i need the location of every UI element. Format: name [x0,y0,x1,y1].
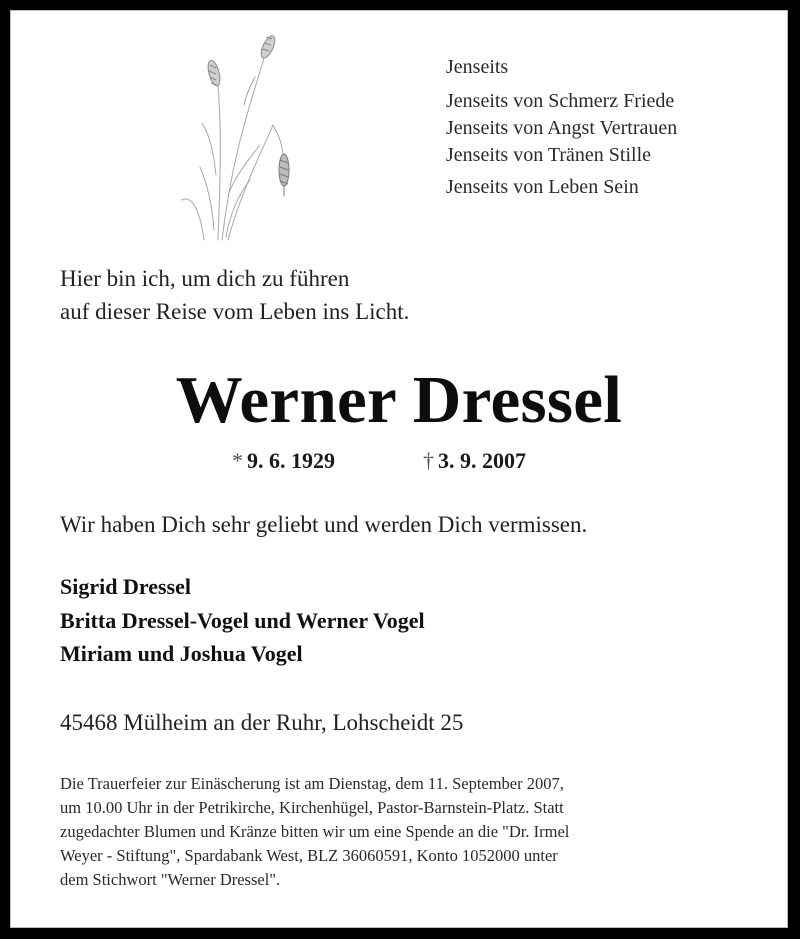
quote [60,262,409,328]
poem-line: Jenseits [446,56,509,78]
obituary-notice [10,10,788,928]
notice-line: um 10.00 Uhr in der Petrikirche, Kirchenhügel, Pastor-Barnstein-Platz. Statt [60,798,564,817]
notice-line: Die Trauerfeier zur Einäscherung ist am Dienstag, dem 11. September 2007, [60,774,564,793]
death-date-value: 3. 9. 2007 [438,448,526,473]
poem-line: Jenseits von Angst Vertrauen [446,117,678,139]
quote-line: auf dieser Reise vom Leben ins Licht. [60,299,410,324]
birth-star-icon: * [232,448,243,473]
birth-date-value: 9. 6. 1929 [247,448,335,473]
address: 45468 Mülheim an der Ruhr, Lohscheidt 25 [60,710,464,735]
death-date [423,448,526,474]
birth-date [232,448,335,474]
notice-line: Weyer - Stiftung", Spardabank West, BLZ 36060591, Konto 1052000 unter [60,846,558,865]
poem-line: Jenseits von Tränen Stille [446,144,652,166]
notice-line: dem Stichwort "Werner Dressel". [60,870,281,889]
death-cross-icon: † [423,448,434,473]
deceased-name: Werner Dressel [175,363,623,437]
closing-line: Wir haben Dich sehr geliebt und werden Dich vermissen. [60,512,588,537]
funeral-notice [60,772,760,892]
poem-line: Jenseits von Schmerz Friede [446,90,675,112]
mourner: Sigrid Dressel [60,574,191,599]
notice-line: zugedachter Blumen und Kränze bitten wir um eine Spende an die "Dr. Irmel [60,822,570,841]
wheat-ears-icon [170,25,300,245]
mourner: Miriam und Joshua Vogel [60,641,303,666]
poem-line: Jenseits von Leben Sein [446,176,639,198]
mourners-list [60,570,425,671]
quote-line: Hier bin ich, um dich zu führen [60,266,350,291]
mourner: Britta Dressel-Vogel und Werner Vogel [60,607,425,633]
